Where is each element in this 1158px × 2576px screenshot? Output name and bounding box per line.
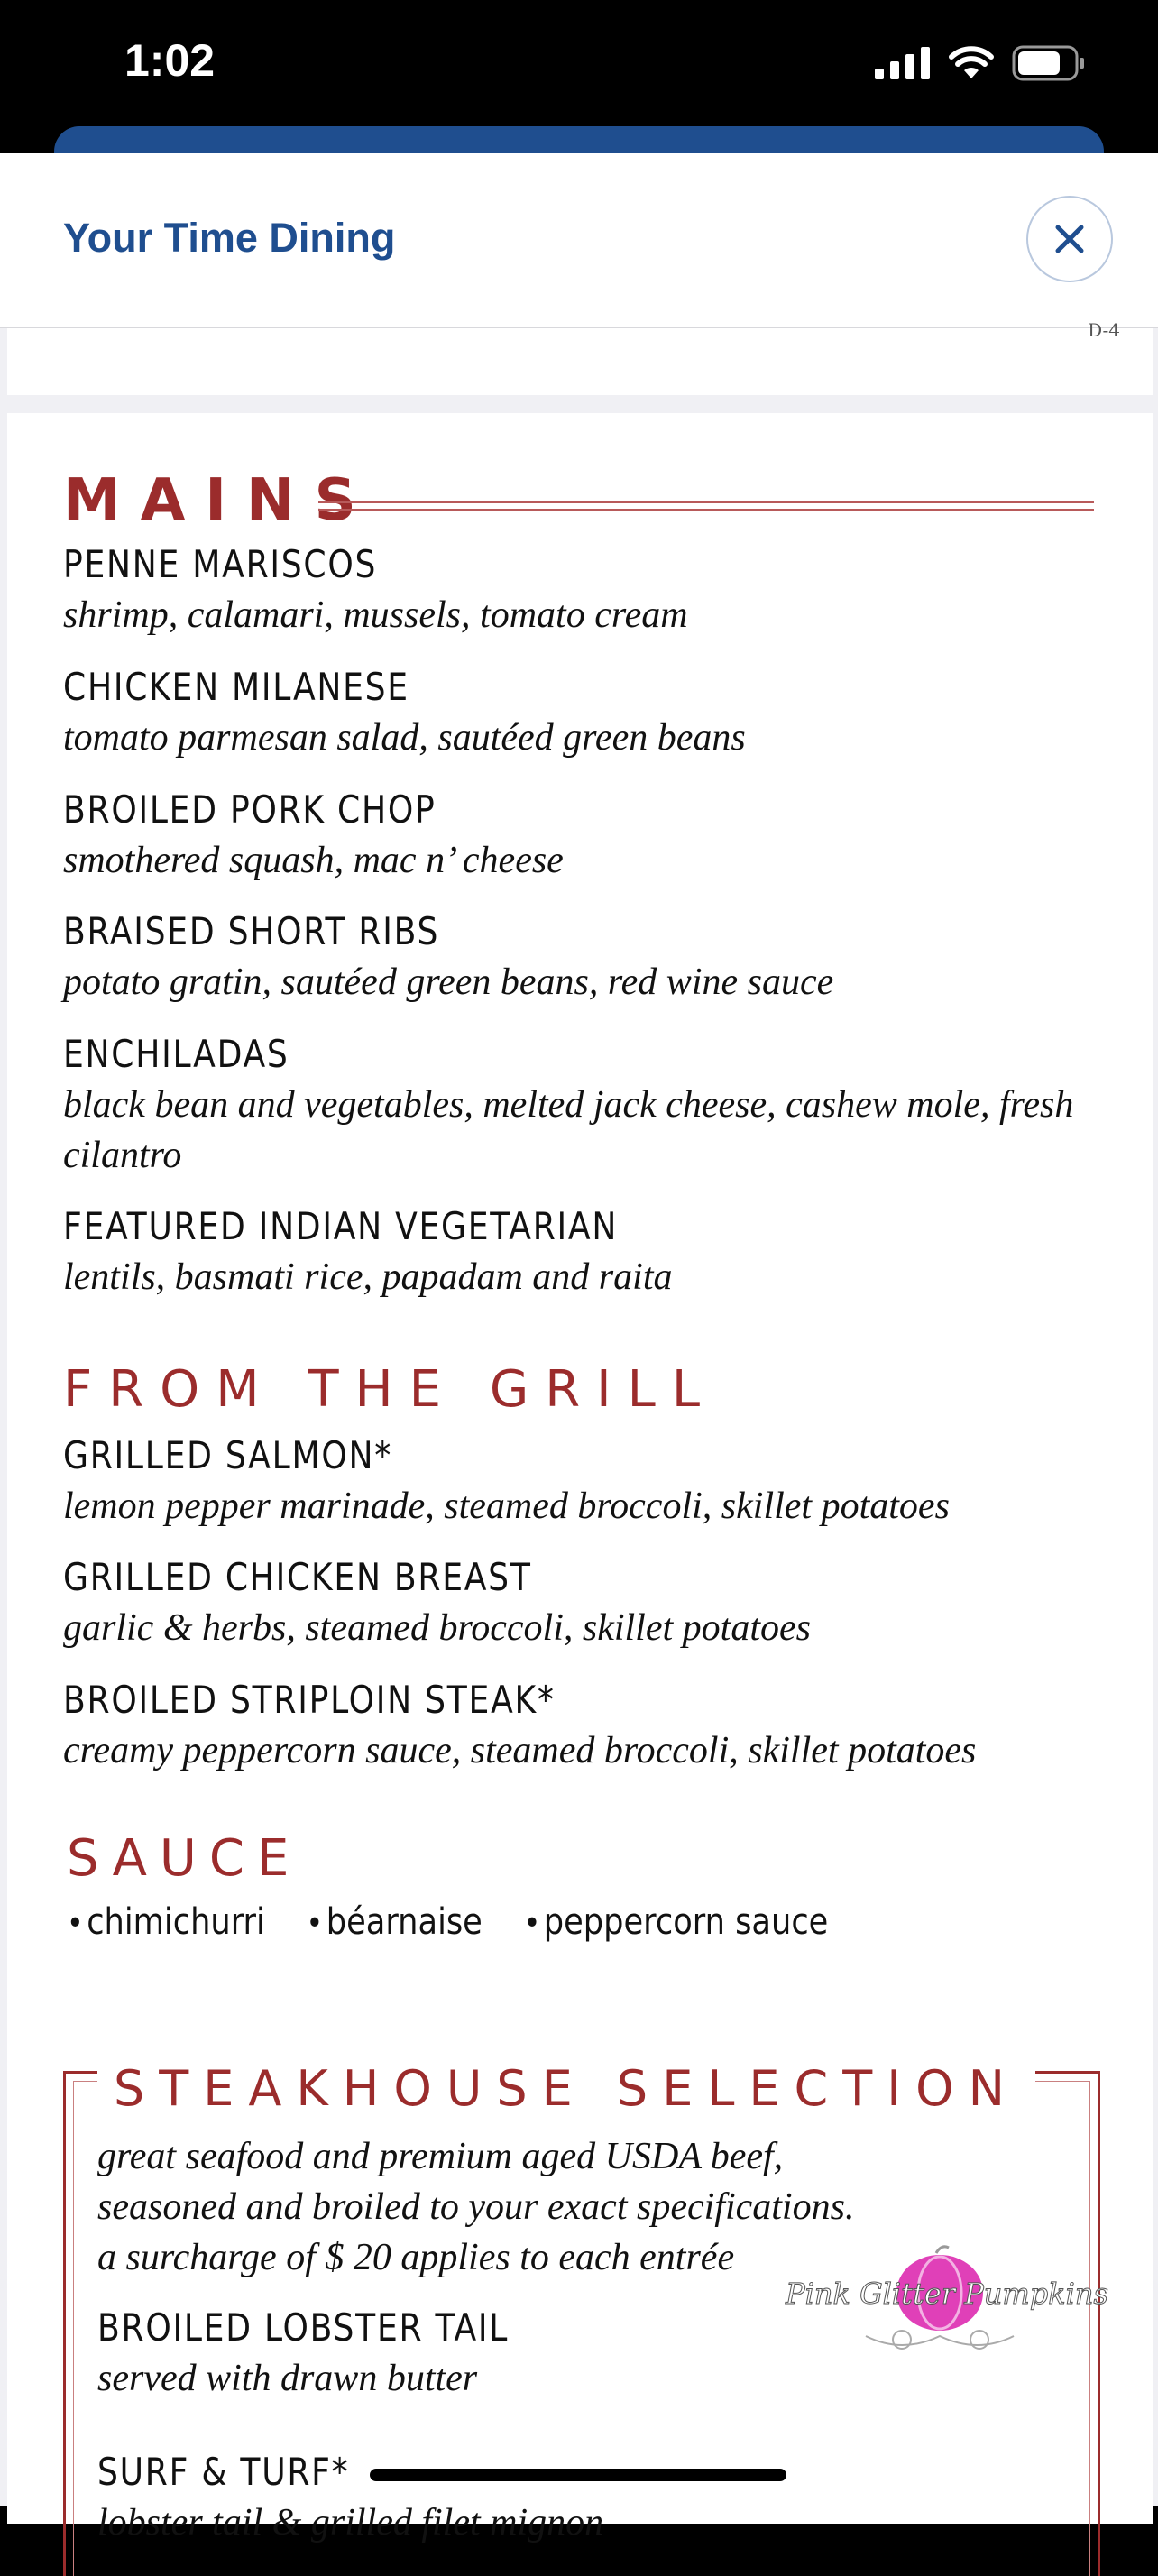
menu-item-name: ENCHILADAS xyxy=(63,1032,290,1076)
watermark-text: Pink Glitter Pumpkins xyxy=(786,2277,1108,2311)
mains-heading: MAINS xyxy=(63,467,376,534)
close-icon xyxy=(1053,223,1086,255)
menu-item xyxy=(63,1029,1100,1181)
sauce-option: • béarnaise xyxy=(307,1901,482,1943)
status-bar xyxy=(0,0,1158,135)
steakhouse-description-line: a surcharge of $ 20 applies to each entrée xyxy=(97,2237,735,2278)
page-code: D-4 xyxy=(1088,319,1120,341)
close-button[interactable] xyxy=(1026,196,1113,282)
menu-item xyxy=(63,1552,1100,1653)
menu-item xyxy=(63,1201,1100,1302)
menu-item xyxy=(63,1431,1100,1532)
menu-item-description: tomato parmesan salad, sautéed green beans xyxy=(63,717,746,759)
home-indicator[interactable] xyxy=(370,2469,786,2481)
menu-item xyxy=(63,539,1100,640)
menu-item-description: black bean and vegetables, melted jack cheese, cashew mole, fresh cilantro xyxy=(63,1084,1074,1176)
menu-item-description: served with drawn butter xyxy=(97,2358,478,2399)
menu-item-description: lemon pepper marinade, steamed broccoli, skillet potatoes xyxy=(63,1486,950,1527)
status-icons xyxy=(875,45,1086,81)
status-time: 1:02 xyxy=(124,35,216,86)
dining-sheet xyxy=(0,153,1158,2544)
menu-item-name: SURF & TURF* xyxy=(97,2450,350,2494)
menu-item xyxy=(63,1675,1100,1776)
menu-item-description: smothered squash, mac n’ cheese xyxy=(63,840,564,881)
steakhouse-heading: STEAKHOUSE SELECTION xyxy=(97,2060,1035,2117)
menu-item-description: creamy peppercorn sauce, steamed broccoli, skillet potatoes xyxy=(63,1730,977,1771)
menu-item-description: garlic & herbs, steamed broccoli, skillet potatoes xyxy=(63,1607,811,1649)
menu-item-name: BROILED STRIPLOIN STEAK* xyxy=(63,1678,556,1722)
menu-item xyxy=(63,785,1100,886)
menu-item-description: shrimp, calamari, mussels, tomato cream xyxy=(63,594,688,636)
wifi-icon xyxy=(949,46,994,80)
menu-item-description: potato gratin, sautéed green beans, red wine sauce xyxy=(63,961,834,1003)
sauce-option: • chimichurri xyxy=(67,1901,265,1943)
sauce-heading: SAUCE xyxy=(67,1829,302,1888)
menu-item-description: lobster tail & grilled filet mignon xyxy=(97,2502,604,2544)
sheet-title: Your Time Dining xyxy=(63,215,396,261)
battery-icon xyxy=(1012,45,1086,81)
menu-item xyxy=(63,662,1100,763)
menu-item-name: FEATURED INDIAN VEGETARIAN xyxy=(63,1204,619,1248)
menu-item xyxy=(97,2447,1135,2548)
sauce-options xyxy=(67,1901,828,1943)
menu-page xyxy=(7,413,1153,2544)
cellular-signal-icon xyxy=(875,47,931,79)
watermark-logo xyxy=(786,2246,1108,2354)
menu-item-name: GRILLED CHICKEN BREAST xyxy=(63,1555,532,1599)
menu-item-name: BROILED PORK CHOP xyxy=(63,787,437,832)
steakhouse-description-line: great seafood and premium aged USDA beef, xyxy=(97,2136,784,2177)
menu-item-name: GRILLED SALMON* xyxy=(63,1433,393,1477)
menu-item xyxy=(63,906,1100,1007)
menu-viewer[interactable] xyxy=(0,319,1158,2544)
sheet-header xyxy=(0,153,1158,328)
menu-item-description: lentils, basmati rice, papadam and raita xyxy=(63,1256,673,1298)
previous-menu-page xyxy=(7,319,1153,395)
sauce-option: • peppercorn sauce xyxy=(524,1901,829,1943)
menu-item-name: PENNE MARISCOS xyxy=(63,542,378,586)
menu-item-name: BRAISED SHORT RIBS xyxy=(63,909,440,953)
grill-heading: FROM THE GRILL xyxy=(63,1360,717,1419)
steakhouse-description-line: seasoned and broiled to your exact specifications. xyxy=(97,2186,855,2228)
mains-divider xyxy=(318,501,1094,511)
menu-item-name: BROILED LOBSTER TAIL xyxy=(97,2305,510,2350)
menu-item-name: CHICKEN MILANESE xyxy=(63,665,409,709)
